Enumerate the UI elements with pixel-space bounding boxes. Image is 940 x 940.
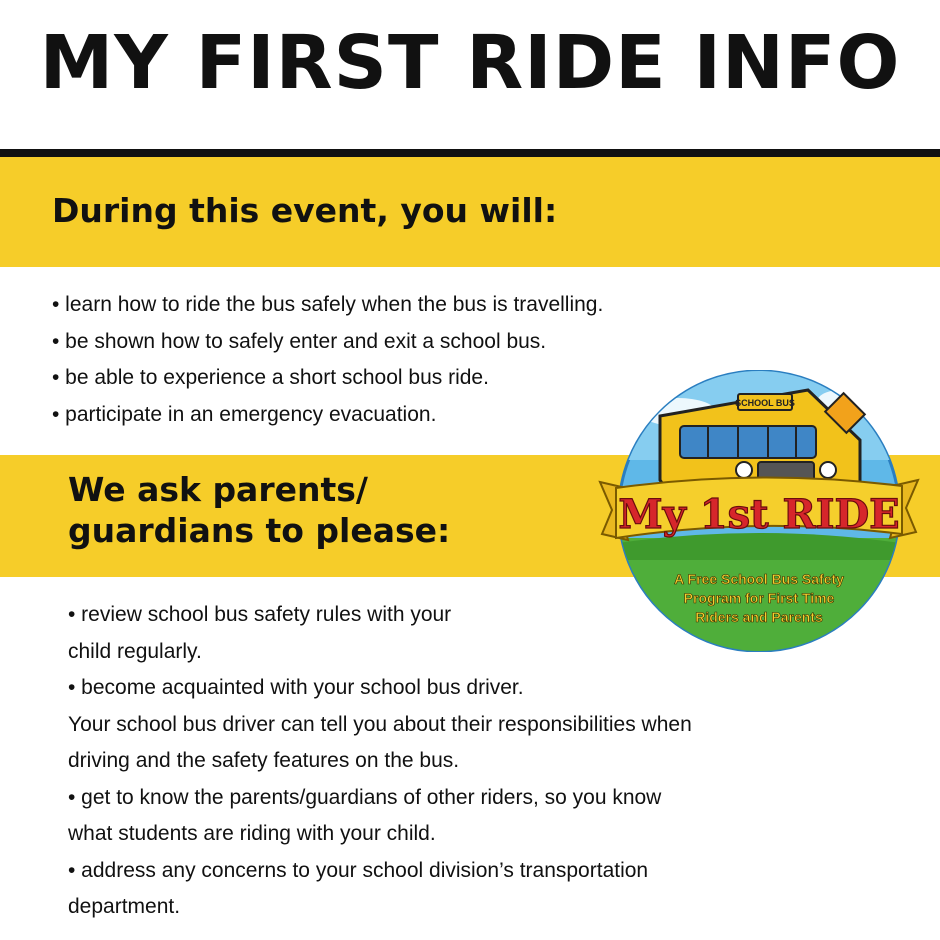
page-title: MY FIRST RIDE INFO: [39, 20, 901, 106]
list-item: Your school bus driver can tell you about their responsibilities when: [68, 712, 692, 736]
heading-line: guardians to please:: [68, 511, 451, 550]
tagline-line: Riders and Parents: [695, 609, 823, 625]
heading-line: We ask parents/: [68, 470, 368, 509]
bus-sign-text: SCHOOL BUS: [735, 398, 795, 408]
my-first-ride-logo: [598, 370, 920, 652]
list-item: • review school bus safety rules with your: [68, 603, 452, 626]
section-heading-event: During this event, you will:: [52, 191, 558, 230]
list-item: • be able to experience a short school bus ride.: [52, 366, 489, 389]
list-item: • learn how to ride the bus safely when the bus is travelling.: [52, 293, 604, 316]
list-item: child regularly.: [68, 639, 202, 663]
banner-text: My 1st RIDE: [618, 491, 900, 538]
logo-banner: [600, 477, 918, 540]
title-divider: [0, 149, 940, 157]
list-item: • participate in an emergency evacuation.: [52, 402, 437, 426]
section-band-event: [0, 157, 940, 267]
list-item: • be shown how to safely enter and exit a school bus.: [52, 329, 547, 353]
list-item: driving and the safety features on the bus.: [68, 749, 460, 772]
list-item: what students are riding with your child.: [68, 822, 436, 845]
tagline-line: A Free School Bus Safety: [674, 571, 844, 587]
tagline-line: Program for First Time: [683, 590, 835, 606]
section-heading-parents: [68, 469, 450, 551]
list-item: • become acquainted with your school bus driver.: [68, 676, 524, 699]
list-item: • address any concerns to your school division’s transportation: [68, 858, 649, 882]
event-list: [52, 287, 603, 433]
list-item: • get to know the parents/guardians of other riders, so you know: [68, 785, 662, 809]
list-item: department.: [68, 895, 181, 918]
logo-tagline: [674, 571, 844, 625]
